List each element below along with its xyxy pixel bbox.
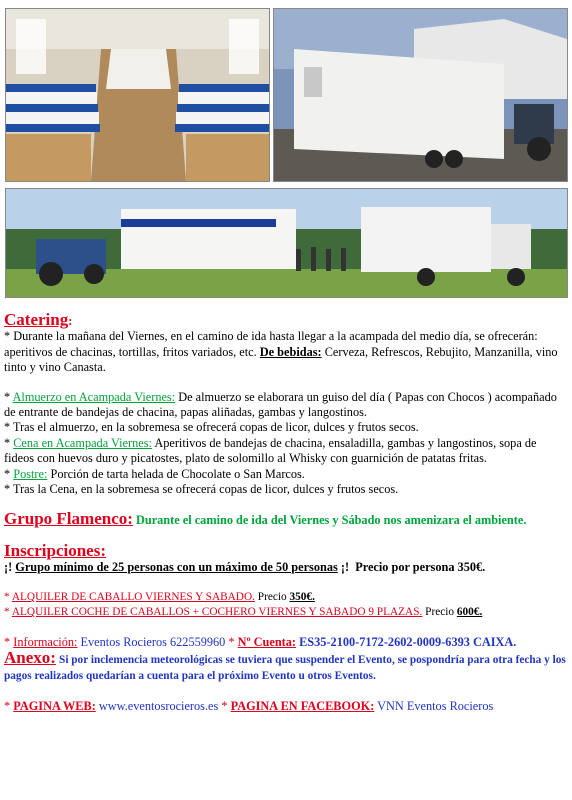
cena-item: * Cena en Acampada Viernes: Aperitivos de bandejas de chacina, ensaladilla, gambas y langostinos, sopa de fideos con huevos duro y picatostes, plato de solomillo al Whisky con guarnición de patatas fritas. xyxy=(4,435,537,466)
web-label: PAGINA WEB: xyxy=(13,698,96,713)
facebook-label: PAGINA EN FACEBOOK: xyxy=(230,698,375,713)
extra-horse: * ALQUILER DE CABALLO VIERNES Y SABADO. Precio 350€. xyxy=(4,590,315,603)
extra-carriage-price: 600€. xyxy=(456,606,483,619)
catering-heading: Catering: xyxy=(4,310,73,329)
postre-item: * Postre: Porción de tarta helada de Chocolate o San Marcos. xyxy=(4,466,305,481)
inscripciones-heading xyxy=(4,540,566,560)
web-url[interactable]: www.eventosrocieros.es xyxy=(98,698,219,713)
cena-after: * Tras la Cena, en la sobremesa se ofrecerá copas de licor, dulces y frutos secos. xyxy=(4,482,399,497)
anexo-title: Anexo: xyxy=(4,647,56,667)
account-value: ES35-2100-7172-2602-0009-6393 CAIXA. xyxy=(299,634,517,649)
extra-horse-label: ALQUILER DE CABALLO VIERNES Y SABADO. xyxy=(11,590,255,603)
price-per-person: Precio por persona 350€. xyxy=(355,560,486,575)
drinks-label: De bebidas: xyxy=(259,344,322,359)
almuerzo-item: * Almuerzo en Acampada Viernes: De almuerzo se elaborara un guiso del día ( Papas con Chocos ) acompañado de entrante de bandejas de chacina, papas aliñadas, gambas y langostinos. xyxy=(4,389,557,420)
group-size: Grupo mínimo de 25 personas con un máximo de 50 personas xyxy=(15,560,338,575)
extra-horse-price: 350€. xyxy=(289,590,315,603)
photo-bus-interior xyxy=(5,8,270,182)
photo-trailer xyxy=(273,8,568,182)
anexo-text: Si por inclemencia meteorológicas se tuviera que suspender el Evento, se pospondría para otra fecha y los pagos realizados quedarían a cuenta para el próximo Evento u otros Eventos. xyxy=(4,653,566,683)
info-text xyxy=(4,312,566,714)
catering-title: Catering xyxy=(4,310,69,329)
flamenco-title: Grupo Flamenco: xyxy=(4,509,133,529)
inscripciones-title: Inscripciones: xyxy=(4,540,106,560)
flamenco-text: Durante el camino de ida del Viernes y Sábado nos amenizara el ambiente. xyxy=(135,513,527,528)
info-value: Eventos Rocieros 622559960 xyxy=(80,634,226,649)
postre-label: Postre: xyxy=(13,466,48,481)
info-label: Información: xyxy=(13,634,78,649)
web-line: * PAGINA WEB: www.eventosrocieros.es * PAGINA EN FACEBOOK: VNN Eventos Rocieros xyxy=(4,698,494,713)
almuerzo-label: Almuerzo en Acampada Viernes: xyxy=(12,389,176,404)
almuerzo-after: * Tras el almuerzo, en la sobremesa se ofrecerá copas de licor, dulces y frutos secos. xyxy=(4,420,419,435)
extra-carriage: * ALQUILER COCHE DE CABALLOS + COCHERO VIERNES Y SABADO 9 PLAZAS. Precio 600€. xyxy=(4,606,483,619)
photo-convoy xyxy=(5,188,568,298)
cena-label: Cena en Acampada Viernes: xyxy=(13,435,152,450)
flamenco-section xyxy=(4,511,566,528)
inscripciones-group: ¡! Grupo mínimo de 25 personas con un máximo de 50 personas ¡! Precio por persona 350€. xyxy=(4,560,486,575)
anexo-section xyxy=(4,647,566,685)
account-label: Nº Cuenta: xyxy=(237,634,297,649)
info-line: * Información: Eventos Rocieros 622559960 * Nº Cuenta: ES35-2100-7172-2602-0009-6393 CAIXA. xyxy=(4,634,517,649)
facebook-value[interactable]: VNN Eventos Rocieros xyxy=(377,698,494,713)
catering-intro: * Durante la mañana del Viernes, en el camino de ida hasta llegar a la acampada del medio día, se ofrecerán: aperitivos de chacinas, tortillas, fritos variados, etc. De bebidas: Cerveza, Refrescos, Rebujito, Manzanilla, vino tinto y vino Canasta. xyxy=(4,329,558,375)
extra-carriage-label: ALQUILER COCHE DE CABALLOS + COCHERO VIERNES Y SABADO 9 PLAZAS. xyxy=(11,606,423,619)
